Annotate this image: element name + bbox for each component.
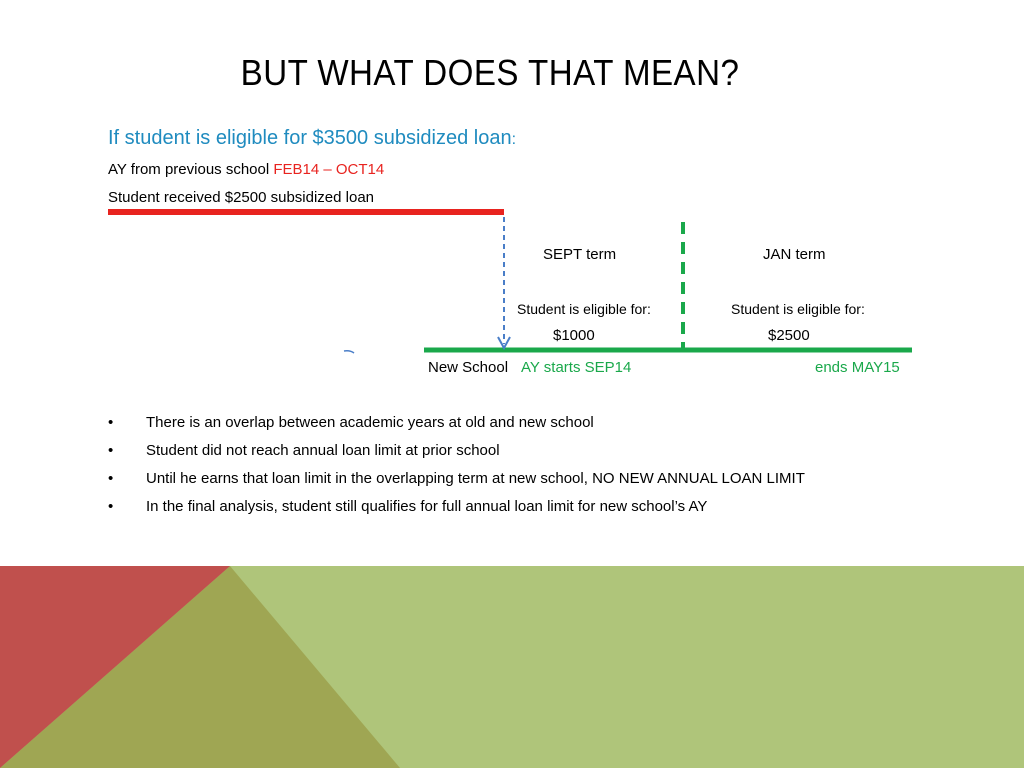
footer-red-triangle [0,566,230,768]
previous-school-label: AY from previous school [108,161,274,178]
jan-eligible-label: Student is eligible for: [731,301,865,317]
new-school-label: New School [428,359,509,376]
subtitle-colon: : [511,131,517,148]
bullet-item: • In the final analysis, student still qualifies for full annual loan limit for new school’s AY [108,497,805,525]
ay-end-label: ends MAY15 [815,359,900,376]
received-loan-line: Student received $2500 subsidized loan [108,189,375,206]
bullet-item: • Until he earns that loan limit in the overlapping term at new school, NO NEW ANNUAL LOAN LIMIT [108,469,805,497]
subtitle-text: If student is eligible for $3500 subsidized loan [108,127,512,149]
stray-mark [344,351,354,353]
jan-amount: $2500 [768,327,810,344]
bullet-list [108,413,805,525]
ay-start-label: AY starts SEP14 [521,359,632,376]
sept-amount: $1000 [553,327,595,344]
footer-olive-triangle [0,566,400,768]
previous-school-dates: FEB14 – OCT14 [273,161,385,178]
bullet-item: • There is an overlap between academic years at old and new school [108,413,805,441]
slide-title: BUT WHAT DOES THAT MEAN? [240,52,740,93]
sept-eligible-label: Student is eligible for: [517,301,651,317]
bullet-item: • Student did not reach annual loan limit at prior school [108,441,805,469]
footer-green-band [0,566,1024,768]
sept-term-label: SEPT term [543,246,617,263]
jan-term-label: JAN term [763,246,826,263]
